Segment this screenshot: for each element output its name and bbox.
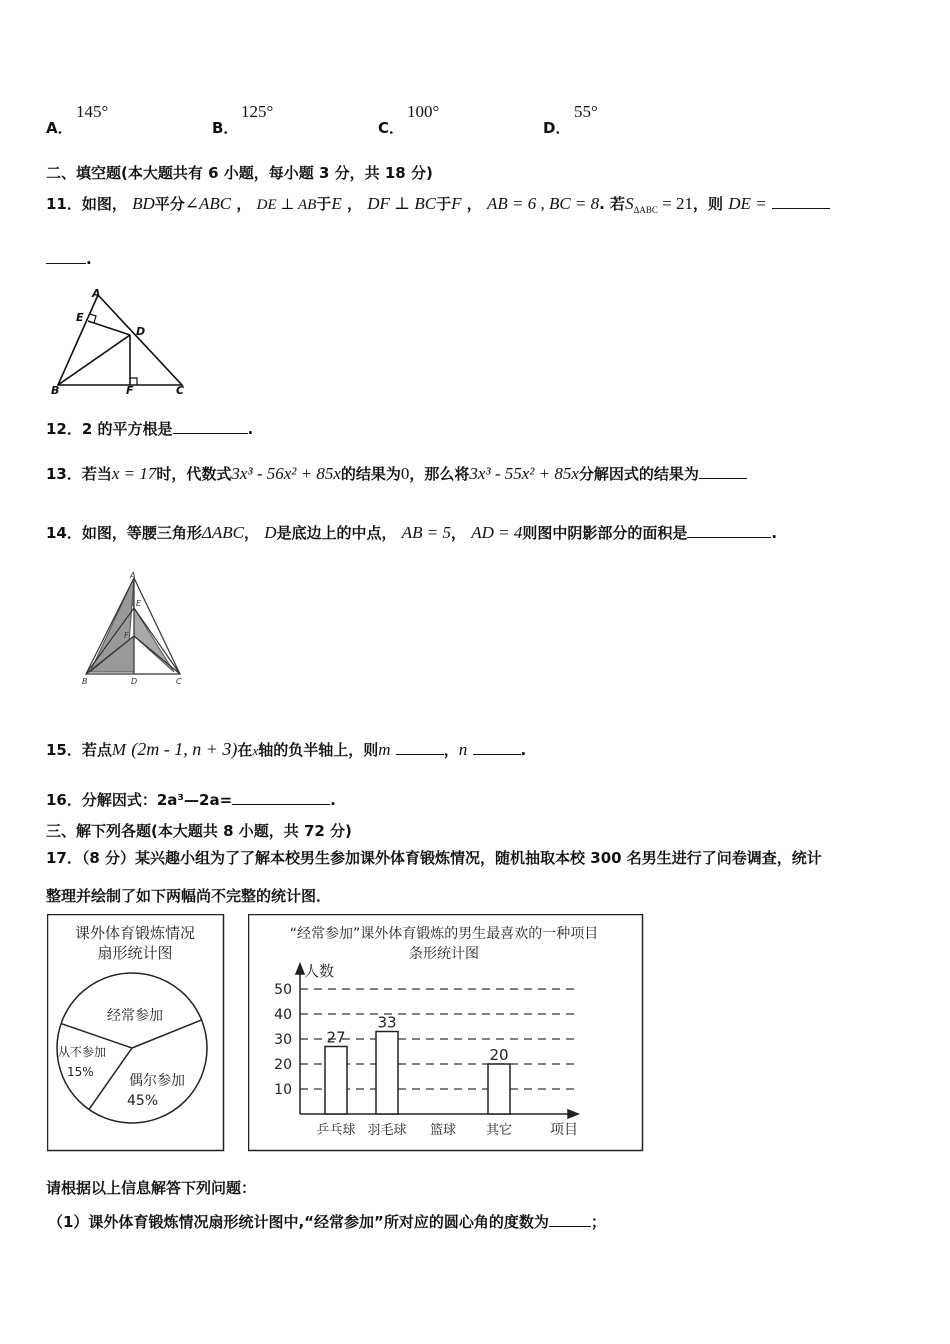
q11-de-ab: DE ⊥ AB	[256, 197, 317, 213]
option-a-letter: A．	[46, 119, 73, 137]
bar-ylabel: 人数	[304, 962, 335, 980]
q15-text: 15．若点	[46, 741, 112, 759]
q16-end: .	[330, 791, 336, 809]
question-12	[46, 418, 253, 439]
q11-answer-blank[interactable]	[772, 194, 830, 209]
q11-e: E	[331, 194, 342, 213]
q13-text: 时，代数式	[156, 465, 232, 483]
pie-chart-figure	[47, 914, 225, 1152]
question-14	[46, 522, 777, 543]
label-e: E	[76, 311, 84, 324]
label-b: B	[82, 677, 88, 686]
section3-title: 三、解下列各题(本大题共 8 小题，共 72 分)	[46, 822, 352, 840]
y-tick-label: 30	[274, 1032, 292, 1048]
q14-d: D	[264, 523, 277, 542]
pie-label-often: 经常参加	[107, 1008, 163, 1024]
bar-subtitle: 条形统计图	[409, 946, 479, 962]
q15-text: 在	[237, 741, 253, 759]
q11-angle: ∠ABC	[184, 194, 232, 213]
section2-title: 二、填空题(本大题共有 6 小题，每小题 3 分，共 18 分)	[46, 164, 433, 182]
q14-sep: ，	[243, 524, 259, 542]
q13-text: 分解因式的结果为	[578, 465, 699, 483]
q13-text: 的结果为	[340, 465, 401, 483]
q15-coords: (2m - 1, n + 3)	[131, 739, 238, 759]
bar-data-label: 27	[326, 1028, 346, 1047]
q13-text: 13．若当	[46, 465, 112, 483]
figure-q11	[46, 285, 196, 397]
x-category-label: 羽毛球	[367, 1123, 407, 1138]
q11-de: DE =	[728, 194, 767, 213]
label-a: A	[130, 572, 136, 580]
q13-x17: x = 17	[111, 464, 157, 483]
q11-sep: ，	[466, 195, 482, 213]
x-category-label: 乒乓球	[316, 1123, 356, 1138]
q11-number: 11．如图，	[46, 195, 127, 213]
pie-label-never-pct: 15%	[67, 1065, 94, 1079]
y-tick-label: 50	[274, 982, 292, 998]
q11-s: S	[625, 194, 634, 213]
q13-text: ，那么将	[409, 465, 470, 483]
pie-title1: 课外体育锻炼情况	[74, 924, 196, 942]
bar-title: “经常参加”课外体育锻炼的男生最喜欢的一种项目	[289, 926, 599, 942]
option-a-value: 145°	[76, 102, 109, 121]
q14-abc: ΔABC	[201, 523, 244, 542]
label-b: B	[51, 384, 60, 397]
label-c: C	[176, 677, 182, 686]
q16-text: 16．分解因式：2a³—2a=	[46, 791, 233, 809]
question-16	[46, 789, 336, 810]
question-17-1	[48, 1211, 606, 1232]
option-d-letter: D．	[543, 119, 571, 137]
q15-sep: ，	[443, 741, 459, 759]
q11-f: F	[451, 194, 462, 213]
q11-end: .	[86, 250, 92, 268]
bar	[376, 1032, 398, 1115]
q15-answer-m[interactable]	[396, 740, 444, 755]
q11-s-sub: ΔABC	[633, 205, 658, 215]
bar	[325, 1047, 347, 1115]
q15-end: .	[520, 741, 527, 759]
q12-text: 12．2 的平方根是	[46, 420, 173, 438]
q11-text: 平分	[154, 195, 185, 213]
option-b-value: 125°	[241, 102, 274, 121]
prompt-text: 请根据以上信息解答下列问题：	[46, 1179, 257, 1197]
y-tick-label: 10	[274, 1082, 292, 1098]
label-f: F	[126, 384, 134, 397]
option-b-letter: B．	[212, 119, 239, 137]
q15-m: m	[378, 740, 391, 759]
q12-answer-blank[interactable]	[173, 419, 248, 434]
q11-ab-bc: AB = 6 , BC = 8	[486, 194, 600, 213]
bar	[488, 1064, 510, 1114]
question-13	[46, 463, 747, 484]
option-c-value: 100°	[407, 102, 440, 121]
q15-text: 轴的负半轴上，则	[258, 741, 379, 759]
option-d-value: 55°	[574, 102, 598, 121]
q11-text: 于	[436, 195, 452, 213]
label-d: D	[136, 325, 146, 338]
y-tick-label: 40	[274, 1007, 292, 1023]
option-c-letter: C．	[378, 119, 405, 137]
q11-text: 于	[316, 195, 332, 213]
q11-df-bc: DF ⊥ BC	[367, 194, 437, 213]
q15-answer-n[interactable]	[473, 740, 521, 755]
pie-label-sometimes: 偶尔参加	[129, 1073, 185, 1089]
q17-1-end: ；	[590, 1213, 606, 1231]
q11-sep: ，	[346, 195, 362, 213]
pie-title2: 扇形统计图	[97, 944, 173, 962]
q14-text: 14．如图，等腰三角形	[46, 524, 202, 542]
q13-zero: 0	[400, 464, 410, 483]
bar-xlabel: 项目	[550, 1122, 578, 1138]
q15-point-m: M	[111, 740, 127, 759]
q14-text: 是底边上的中点，	[276, 524, 397, 542]
q12-end: .	[247, 420, 254, 438]
q17-1-text: （1）课外体育锻炼情况扇形统计图中,“经常参加”所对应的圆心角的度数为	[48, 1213, 549, 1231]
q11-text: ，则	[692, 195, 723, 213]
pie-label-never: 从不参加	[58, 1045, 107, 1059]
q14-end: .	[771, 524, 778, 542]
label-d: D	[131, 677, 138, 686]
q11-bd: BD	[132, 194, 155, 213]
label-a: A	[92, 287, 101, 300]
q14-answer-blank[interactable]	[687, 523, 771, 538]
question-11	[46, 193, 830, 215]
q15-x: x	[252, 743, 259, 758]
bar-data-label: 20	[489, 1046, 509, 1064]
x-category-label: 其它	[485, 1123, 513, 1138]
q17-line1: 17．（8 分）某兴趣小组为了了解本校男生参加课外体育锻炼情况，随机抽取本校 300 名男生进行了问卷调查，统计	[46, 849, 822, 867]
q14-sep: ，	[451, 524, 467, 542]
q14-ad: AD = 4	[471, 523, 523, 542]
figure-q14	[78, 572, 188, 687]
bar-data-label: 33	[377, 1013, 397, 1032]
q14-text: 则图中阴影部分的面积是	[522, 524, 688, 542]
y-tick-label: 20	[274, 1057, 292, 1073]
q11-text: . 若	[599, 195, 626, 213]
q17-1-answer-blank[interactable]	[549, 1212, 591, 1227]
q17-line2: 整理并绘制了如下两幅尚不完整的统计图．	[46, 887, 332, 905]
q16-answer-blank[interactable]	[232, 790, 330, 805]
q13-expr1: 3x³ - 56x² + 85x	[231, 464, 341, 483]
q11-s-val: = 21	[657, 194, 693, 213]
q13-expr2: 3x³ - 55x² + 85x	[469, 464, 579, 483]
x-category-label: 篮球	[429, 1123, 457, 1138]
q11-answer-blank-cont[interactable]	[46, 249, 86, 264]
q15-n: n	[458, 740, 468, 759]
pie-label-sometimes-pct: 45%	[127, 1093, 159, 1109]
q13-answer-blank[interactable]	[699, 464, 747, 479]
question-15	[46, 739, 526, 760]
q14-ab: AB = 5	[401, 523, 451, 542]
label-f: F	[124, 631, 129, 640]
bar-chart-figure	[248, 914, 644, 1152]
q11-continued	[46, 249, 92, 268]
q11-sep: ，	[236, 195, 252, 213]
label-e: E	[136, 599, 142, 608]
label-c: C	[176, 384, 185, 397]
